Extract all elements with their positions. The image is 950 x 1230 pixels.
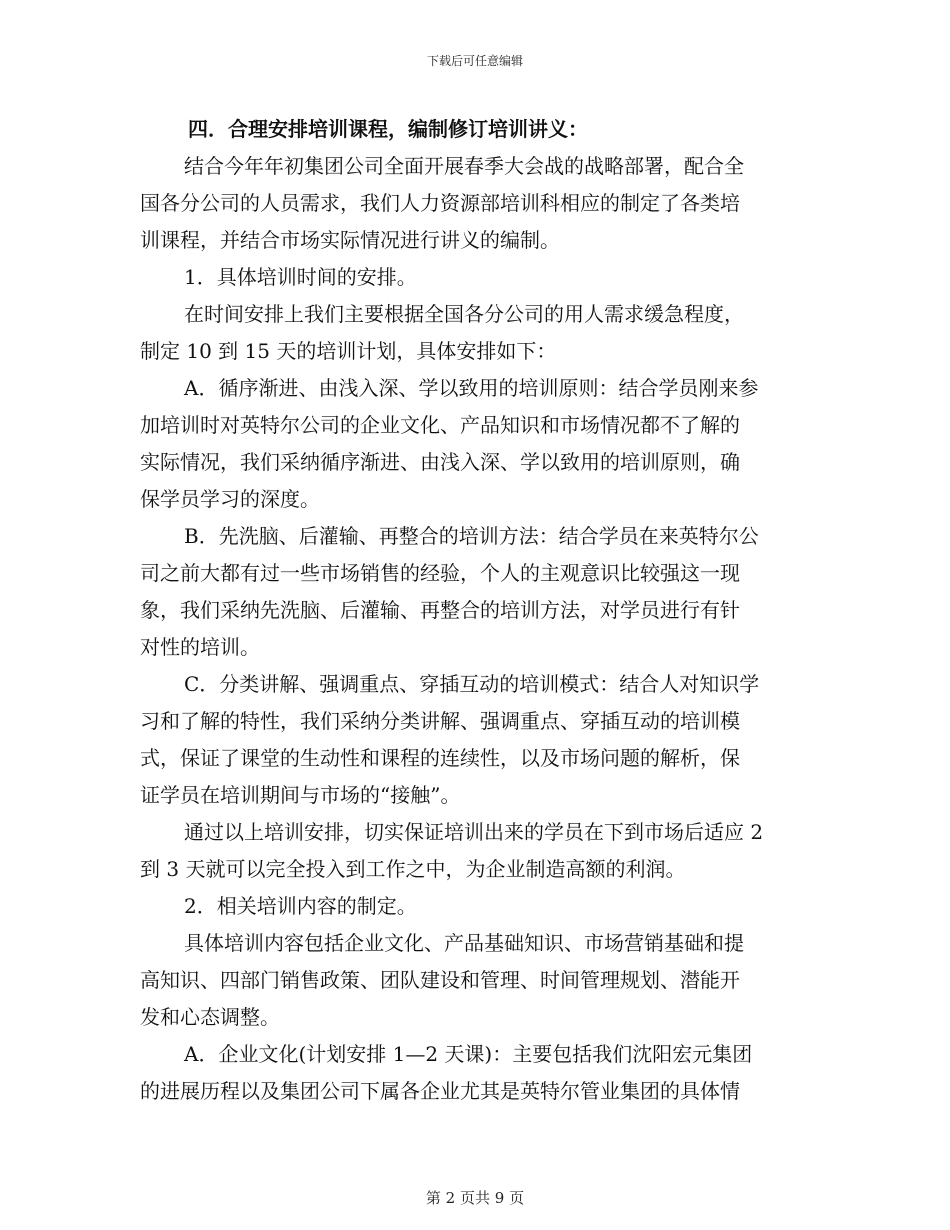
page-header: 下载后可任意编辑 <box>426 54 523 68</box>
paragraph-line: 保学员学习的深度。 <box>140 487 320 511</box>
paragraph <box>140 148 812 259</box>
page-footer: 第 2 页共 9 页 <box>425 1189 525 1207</box>
paragraph-line: 结合今年年初集团公司全面开展春季大会战的战略部署，配合全 <box>184 154 744 178</box>
paragraph-line: 到 3 天就可以完全投入到工作之中，为企业制造高额的利润。 <box>140 857 686 881</box>
paragraph <box>140 1036 812 1110</box>
paragraph-line: 式，保证了课堂的生动性和课程的连续性，以及市场问题的解析，保 <box>140 746 740 770</box>
document-body <box>140 110 812 1110</box>
paragraph-line: 制定 10 到 15 天的培训计划，具体安排如下： <box>140 339 557 363</box>
paragraph-line: 证学员在培训期间与市场的“接触”。 <box>140 783 461 807</box>
paragraph-line: 对性的培训。 <box>140 635 260 659</box>
paragraph <box>140 370 812 518</box>
paragraph-line: 司之前大都有过一些市场销售的经验，个人的主观意识比较强这一现 <box>140 561 740 585</box>
paragraph-line: 习和了解的特性，我们采纳分类讲解、强调重点、穿插互动的培训模 <box>140 709 740 733</box>
paragraph-line: B．先洗脑、后灌输、再整合的培训方法：结合学员在来英特尔公 <box>184 524 759 548</box>
paragraph-line: A．循序渐进、由浅入深、学以致用的培训原则：结合学员刚来参 <box>184 376 759 400</box>
paragraph-line: 在时间安排上我们主要根据全国各分公司的用人需求缓急程度， <box>184 302 744 326</box>
paragraph-line: 具体培训内容包括企业文化、产品基础知识、市场营销基础和提 <box>184 931 744 955</box>
paragraph-list <box>140 148 812 1110</box>
subheading: 2．相关培训内容的制定。 <box>184 894 417 918</box>
paragraph <box>140 296 812 370</box>
paragraph-line: C．分类讲解、强调重点、穿插互动的培训模式：结合人对知识学 <box>184 672 760 696</box>
paragraph <box>140 814 812 888</box>
paragraph-line: A．企业文化(计划安排 1—2 天课)：主要包括我们沈阳宏元集团 <box>184 1042 753 1066</box>
subheading: 1．具体培训时间的安排。 <box>184 265 417 289</box>
paragraph-line: 训课程，并结合市场实际情况进行讲义的编制。 <box>140 228 560 252</box>
paragraph-line: 实际情况，我们采纳循序渐进、由浅入深、学以致用的培训原则，确 <box>140 450 740 474</box>
section-heading: 四．合理安排培训课程，编制修订培训讲义： <box>188 117 588 141</box>
paragraph-line: 象，我们采纳先洗脑、后灌输、再整合的培训方法，对学员进行有针 <box>140 598 740 622</box>
paragraph-line: 国各分公司的人员需求，我们人力资源部培训科相应的制定了各类培 <box>140 191 740 215</box>
paragraph <box>140 666 812 814</box>
paragraph <box>140 518 812 666</box>
paragraph-line: 高知识、四部门销售政策、团队建设和管理、时间管理规划、潜能开 <box>140 968 740 992</box>
paragraph <box>140 925 812 1036</box>
paragraph-line: 通过以上培训安排，切实保证培训出来的学员在下到市场后适应 2 <box>184 820 764 844</box>
paragraph-line: 的进展历程以及集团公司下属各企业尤其是英特尔管业集团的具体情 <box>140 1079 740 1103</box>
paragraph-line: 发和心态调整。 <box>140 1005 280 1029</box>
paragraph-line: 加培训时对英特尔公司的企业文化、产品知识和市场情况都不了解的 <box>140 413 740 437</box>
